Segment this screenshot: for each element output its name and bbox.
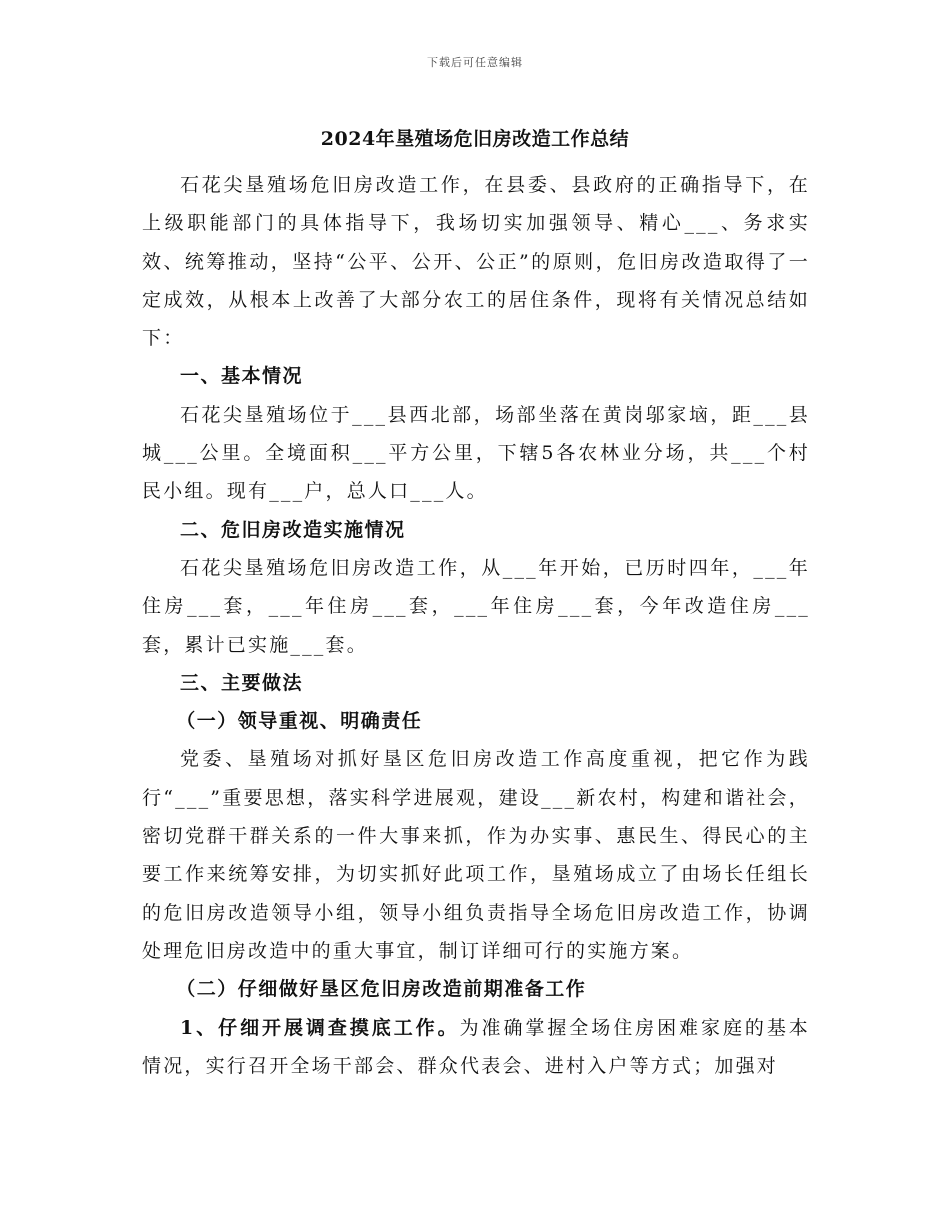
- leadership-paragraph: 党委、垦殖场对抓好垦区危旧房改造工作高度重视，把它作为践行“___”重要思想，落实科学进展观，建设___新农村，构建和谐社会，密切党群干群关系的一件大事来抓，作为办实事、惠民生、得民心的主要工作来统筹安排，为切实抓好此项工作，垦殖场成立了由场长任组长的危旧房改造领导小组，领导小组负责指导全场危旧房改造工作，协调处理危旧房改造中的重大事宜，制订详细可行的实施方案。: [142, 748, 810, 962]
- document-title: 2024年垦殖场危旧房改造工作总结: [320, 128, 630, 150]
- survey-text: 为准确掌握全场住房困难家庭的基本情况，实行召开全场干部会、群众代表会、进村入户等方式；加强对: [142, 1016, 810, 1077]
- intro-paragraph: 石花尖垦殖场危旧房改造工作，在县委、县政府的正确指导下，在上级职能部门的具体指导下，我场切实加强领导、精心___、务求实效、统筹推动，坚持“公平、公开、公正”的原则，危旧房改造取得了一定成效，从根本上改善了大部分农工的居住条件，现将有关情况总结如下：: [142, 174, 810, 350]
- basic-info-paragraph: 石花尖垦殖场位于___县西北部，场部坐落在黄岗邬家垴，距___县城___公里。全境面积___平方公里，下辖5各农林业分场，共___个村民小组。现有___户，总人口___人。: [142, 403, 810, 503]
- document-body: [142, 166, 810, 1085]
- implementation-paragraph: 石花尖垦殖场危旧房改造工作，从___年开始，已历时四年，___年住房___套，___年住房___套，___年住房___套，今年改造住房___套，累计已实施___套。: [142, 556, 810, 656]
- section-heading-implementation: 二、危旧房改造实施情况: [180, 518, 406, 541]
- subsection-heading-preparation: （二）仔细做好垦区危旧房改造前期准备工作: [176, 978, 587, 1001]
- subsection-heading-leadership: （一）领导重视、明确责任: [176, 710, 423, 733]
- page-header-note: 下载后可任意编辑: [427, 56, 523, 69]
- section-heading-main-practices: 三、主要做法: [180, 671, 304, 694]
- survey-paragraph: [142, 1009, 810, 1086]
- section-heading-basic-info: 一、基本情况: [180, 365, 304, 388]
- survey-lead-text: 1、仔细开展调查摸底工作。: [180, 1016, 460, 1039]
